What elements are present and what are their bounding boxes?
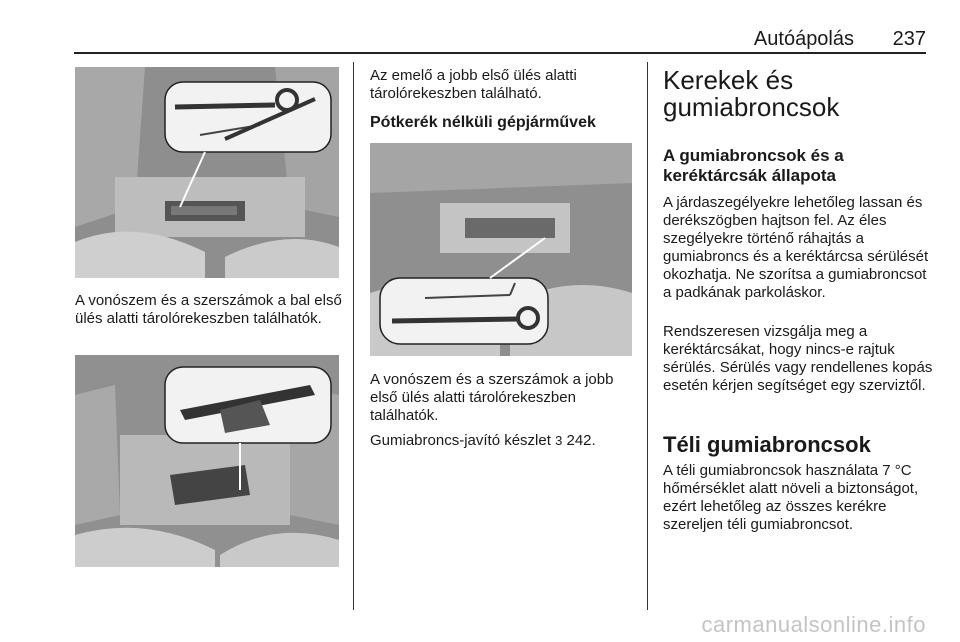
tyre-condition-para2: Rendszeresen vizsgálja meg a keréktárcsákat, hogy nincs-e rajtuk sérülés. Sérülés vagy rendellenes kopás esetén kérjen segítséget egy szerviztől. [663, 323, 933, 394]
tools-under-seat-figure [75, 67, 339, 278]
no-spare-wheel-subheading: Pótkerék nélküli gépjárművek [370, 114, 596, 131]
repair-kit-page: 242. [566, 432, 596, 449]
wheels-tyres-heading: Kerekek és gumiabroncsok [663, 65, 840, 122]
tyre-condition-para1: A járdaszegélyekre lehetőleg lassan és derékszögben hajtson fel. Az éles szegélyekre történő ráhajtás a gumiabroncs és a keréktárcsa sérülését okozhatja. Ne szorítsa a gumiabroncsot a padkának parkoláskor. [663, 194, 929, 301]
towing-eye-figure [370, 143, 632, 356]
winter-tyres-para: A téli gumiabroncsok használata 7 °C hőmérséklet alatt növeli a biztonságot, ezért lehetőleg az összes kerékre szereljen téli gumiabroncsot. [663, 462, 919, 533]
header-rule [74, 52, 926, 54]
tyre-condition-subheading: A gumiabroncsok és a keréktárcsák állapota [663, 146, 844, 185]
jack-under-seat-figure [75, 355, 339, 567]
page-number: 237 [892, 28, 926, 50]
repair-kit-reference [370, 432, 640, 450]
section-title: Autóápolás [753, 28, 854, 50]
caption-tools-right: A vonószem és a szerszámok a jobb első ülés alatti tárolórekeszben találhatók. [370, 371, 614, 424]
repair-kit-link-text: Gumiabroncs-javító készlet [370, 432, 551, 449]
watermark: carmanualsonline.info [701, 612, 926, 637]
page-reference-arrow-icon: 3 [555, 433, 563, 448]
jack-under-seat-illustration-icon [75, 355, 339, 567]
towing-eye-tools-illustration-icon [370, 143, 632, 356]
winter-tyres-heading: Téli gumiabroncsok [663, 432, 871, 457]
tools-under-seat-illustration-icon [75, 67, 339, 278]
page-header [74, 28, 926, 52]
column-divider-right [647, 62, 648, 610]
jack-location-text: Az emelő a jobb első ülés alatti tárolórekeszben található. [370, 67, 577, 102]
caption-tools-left: A vonószem és a szerszámok a bal első ülés alatti tárolórekeszben találhatók. [75, 292, 342, 327]
column-divider-left [353, 62, 354, 610]
